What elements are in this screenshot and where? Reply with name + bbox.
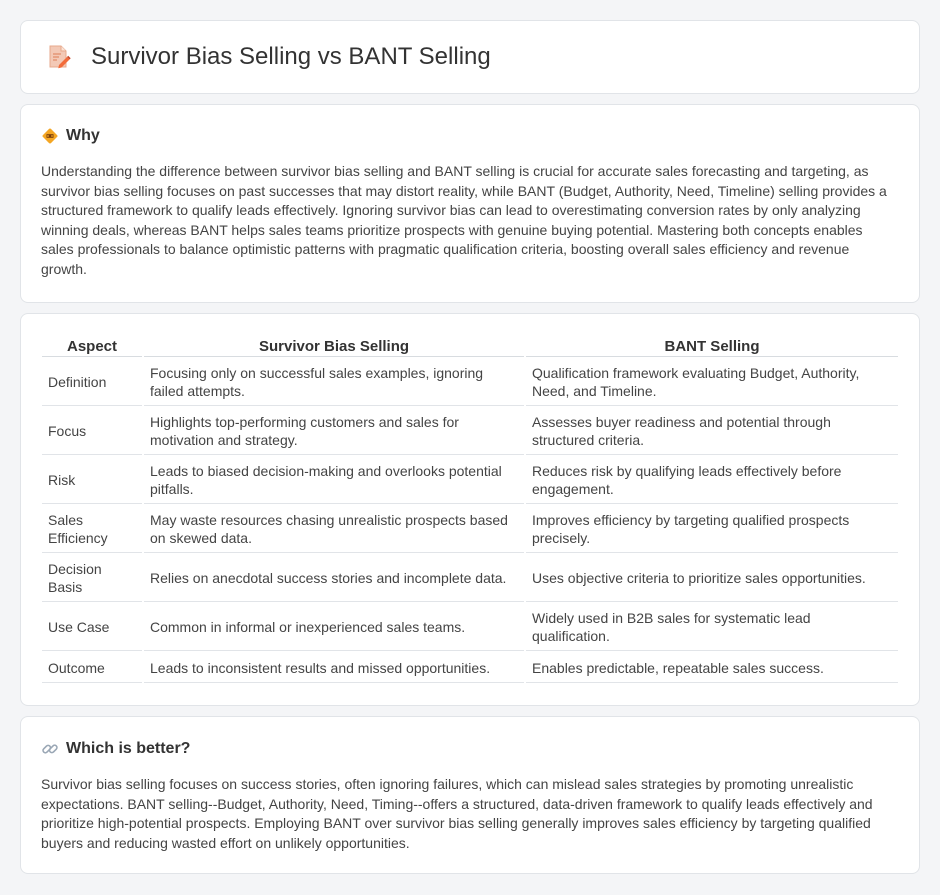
why-section bbox=[20, 104, 920, 303]
table-row bbox=[42, 653, 898, 683]
why-paragraph: Understanding the difference between survivor bias selling and BANT selling is crucial for accurate sales forecasting and targeting, as survivor bias selling focuses on past successes that may distort reality, while BANT (Budget, Authority, Need, Timeline) selling provides a structured framework to qualify leads effectively. Ignoring survivor bias can lead to overestimating conversion rates by only analyzing winning deals, whereas BANT helps sales teams prioritize prospects with genuine buying potential. Mastering both concepts enables sales professionals to balance optimistic patterns with pragmatic qualification criteria, boosting overall sales efficiency and revenue growth. bbox=[41, 163, 887, 277]
better-heading-label: Which is better? bbox=[66, 740, 191, 757]
why-heading-label: Why bbox=[66, 127, 100, 144]
which-is-better-section bbox=[20, 716, 920, 874]
row-survivor-bias: Leads to biased decision-making and overlooks potential pitfalls. bbox=[144, 457, 524, 504]
document-pencil-icon bbox=[47, 44, 71, 70]
row-bant: Reduces risk by qualifying leads effectively before engagement. bbox=[526, 457, 898, 504]
column-header-survivor-bias: Survivor Bias Selling bbox=[144, 336, 524, 357]
page-title: Survivor Bias Selling vs BANT Selling bbox=[91, 43, 491, 70]
comparison-table bbox=[40, 334, 900, 685]
table-row bbox=[42, 359, 898, 406]
row-survivor-bias: Common in informal or inexperienced sales teams. bbox=[144, 604, 524, 651]
link-icon bbox=[41, 740, 59, 758]
row-survivor-bias: Focusing only on successful sales examples, ignoring failed attempts. bbox=[144, 359, 524, 406]
better-paragraph: Survivor bias selling focuses on success stories, often ignoring failures, which can mislead sales strategies by promoting unrealistic expectations. BANT selling--Budget, Authority, Need, Timing--offers a structured, data-driven framework to qualify leads effectively and prioritize high-potential prospects. Employing BANT over survivor bias selling generally improves sales efficiency by targeting qualified buyers and reducing wasted effort on unlikely opportunities. bbox=[41, 776, 873, 851]
row-survivor-bias: Highlights top-performing customers and sales for motivation and strategy. bbox=[144, 408, 524, 455]
table-row bbox=[42, 555, 898, 602]
row-aspect: Outcome bbox=[42, 653, 142, 683]
comparison-section bbox=[20, 313, 920, 706]
row-survivor-bias: Relies on anecdotal success stories and incomplete data. bbox=[144, 555, 524, 602]
column-header-bant: BANT Selling bbox=[526, 336, 898, 357]
row-aspect: Use Case bbox=[42, 604, 142, 651]
table-row bbox=[42, 408, 898, 455]
table-header-row bbox=[42, 336, 898, 357]
table-row bbox=[42, 457, 898, 504]
table-row bbox=[42, 604, 898, 651]
row-bant: Enables predictable, repeatable sales success. bbox=[526, 653, 898, 683]
row-bant: Widely used in B2B sales for systematic lead qualification. bbox=[526, 604, 898, 651]
table-row bbox=[42, 506, 898, 553]
row-bant: Assesses buyer readiness and potential through structured criteria. bbox=[526, 408, 898, 455]
row-aspect: Focus bbox=[42, 408, 142, 455]
column-header-aspect: Aspect bbox=[42, 336, 142, 357]
row-bant: Uses objective criteria to prioritize sales opportunities. bbox=[526, 555, 898, 602]
header-card bbox=[20, 20, 920, 94]
better-heading bbox=[41, 740, 899, 758]
row-aspect: Sales Efficiency bbox=[42, 506, 142, 553]
row-aspect: Risk bbox=[42, 457, 142, 504]
row-survivor-bias: Leads to inconsistent results and missed opportunities. bbox=[144, 653, 524, 683]
row-survivor-bias: May waste resources chasing unrealistic prospects based on skewed data. bbox=[144, 506, 524, 553]
why-heading bbox=[41, 127, 899, 145]
row-bant: Qualification framework evaluating Budget, Authority, Need, and Timeline. bbox=[526, 359, 898, 406]
row-bant: Improves efficiency by targeting qualified prospects precisely. bbox=[526, 506, 898, 553]
row-aspect: Definition bbox=[42, 359, 142, 406]
warning-sign-icon bbox=[41, 127, 59, 145]
row-aspect: Decision Basis bbox=[42, 555, 142, 602]
